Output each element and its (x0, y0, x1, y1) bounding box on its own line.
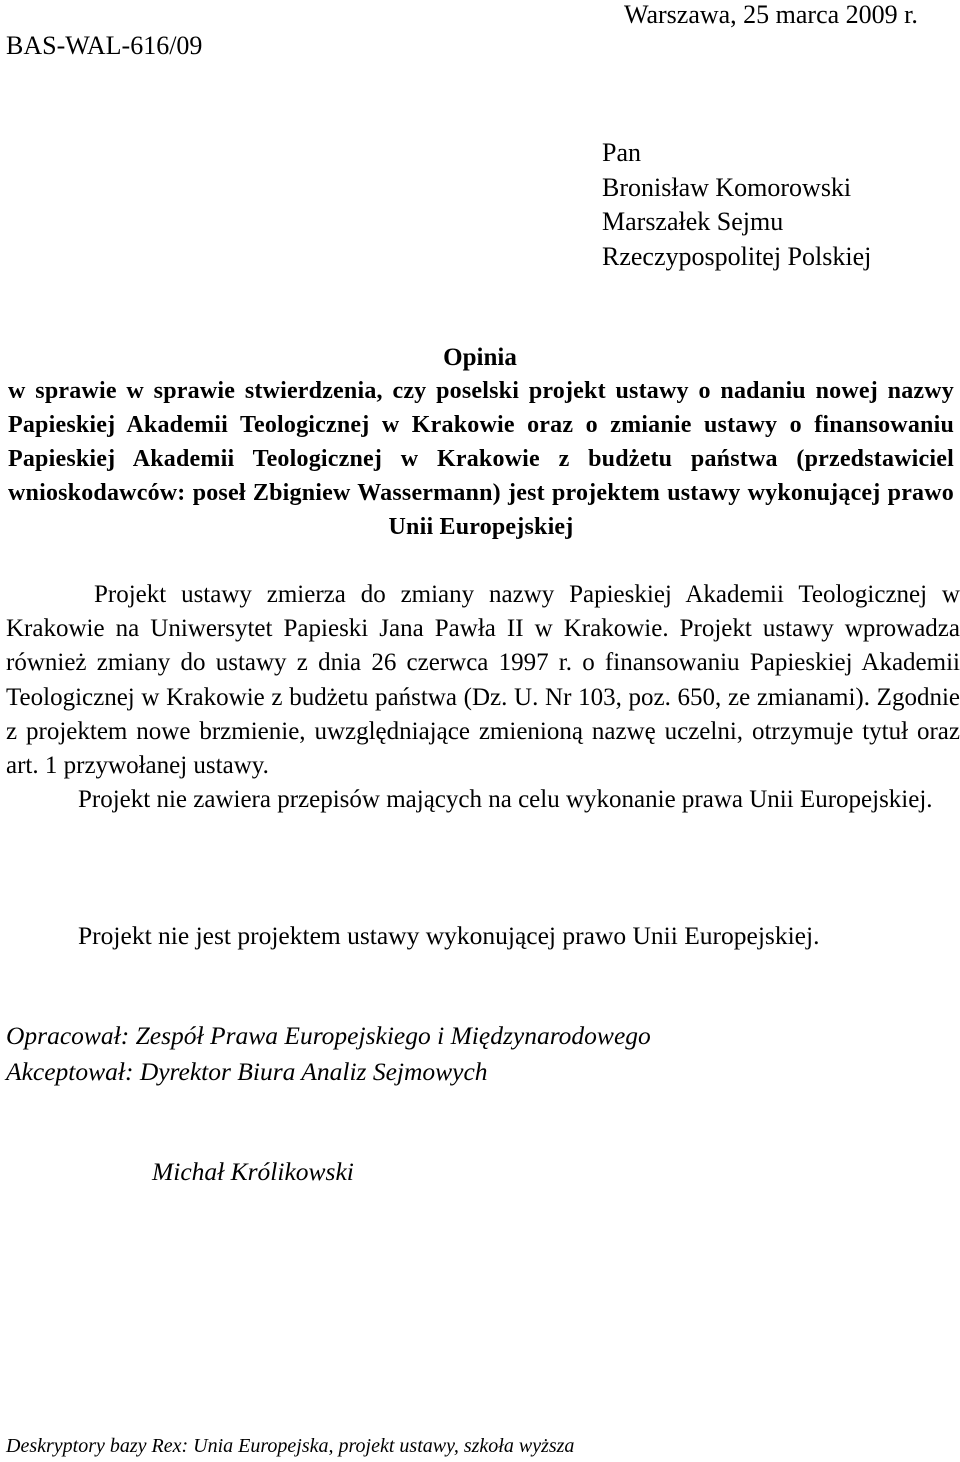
addressee-position: Marszałek Sejmu (602, 207, 784, 236)
opinion-heading-block (0, 342, 960, 544)
authorship-block (6, 1018, 651, 1090)
body-paragraph-1: Projekt ustawy zmierza do zmiany nazwy Papieskiej Akademii Teologicznej w Krakowie na Uniwersytet Papieski Jana Pawła II w Krakowie. Projekt ustawy wprowadza również zmiany do ustawy z dnia 26 czerwca 1997 r. o finansowaniu Papieskiej Akademii Teologicznej w Krakowie z budżetu państwa (Dz. U. Nr 103, poz. 650, ze zmianami). Zgodnie z projektem nowe brzmienie, uwzględniające zmienioną nazwę uczelni, otrzymuje tytuł oraz art. 1 przywołanej ustawy. (6, 581, 960, 780)
opinion-conclusion: Projekt nie jest projektem ustawy wykonującej prawo Unii Europejskiej. (78, 921, 820, 950)
opinion-title: Opinia (443, 344, 517, 371)
addressee-name: Bronisław Komorowski (602, 172, 852, 202)
body-paragraph-2: Projekt nie zawiera przepisów mających na celu wykonanie prawa Unii Europejskiej. (78, 786, 933, 814)
signatory-name: Michał Królikowski (152, 1157, 354, 1186)
opinion-body-text (6, 578, 960, 817)
addressee-salutation: Pan (602, 138, 641, 167)
document-reference-number: BAS-WAL-616/09 (6, 31, 203, 60)
addressee-institution: Rzeczypospolitej Polskiej (602, 241, 872, 271)
prepared-by: Opracował: Zespół Prawa Europejskiego i Międzynarodowego (6, 1021, 651, 1050)
opinion-subject: w sprawie w sprawie stwierdzenia, czy poselski projekt ustawy o nadaniu nowej nazwy Papieskiej Akademii Teologicznej w Krakowie oraz o zmianie ustawy o finansowaniu Papieskiej Akademii Teologicznej w Krakowie z budżetu państwa (przedstawiciel wnioskodawców: poseł Zbigniew Wassermann) jest projektem ustawy wykonującej prawo Unii Europejskiej (8, 378, 954, 540)
document-date: Warszawa, 25 marca 2009 r. (624, 0, 918, 29)
database-descriptors: Deskryptory bazy Rex: Unia Europejska, projekt ustawy, szkoła wyższa (6, 1435, 575, 1457)
accepted-by: Akceptował: Dyrektor Biura Analiz Sejmowych (6, 1057, 488, 1086)
addressee-block (602, 136, 871, 274)
